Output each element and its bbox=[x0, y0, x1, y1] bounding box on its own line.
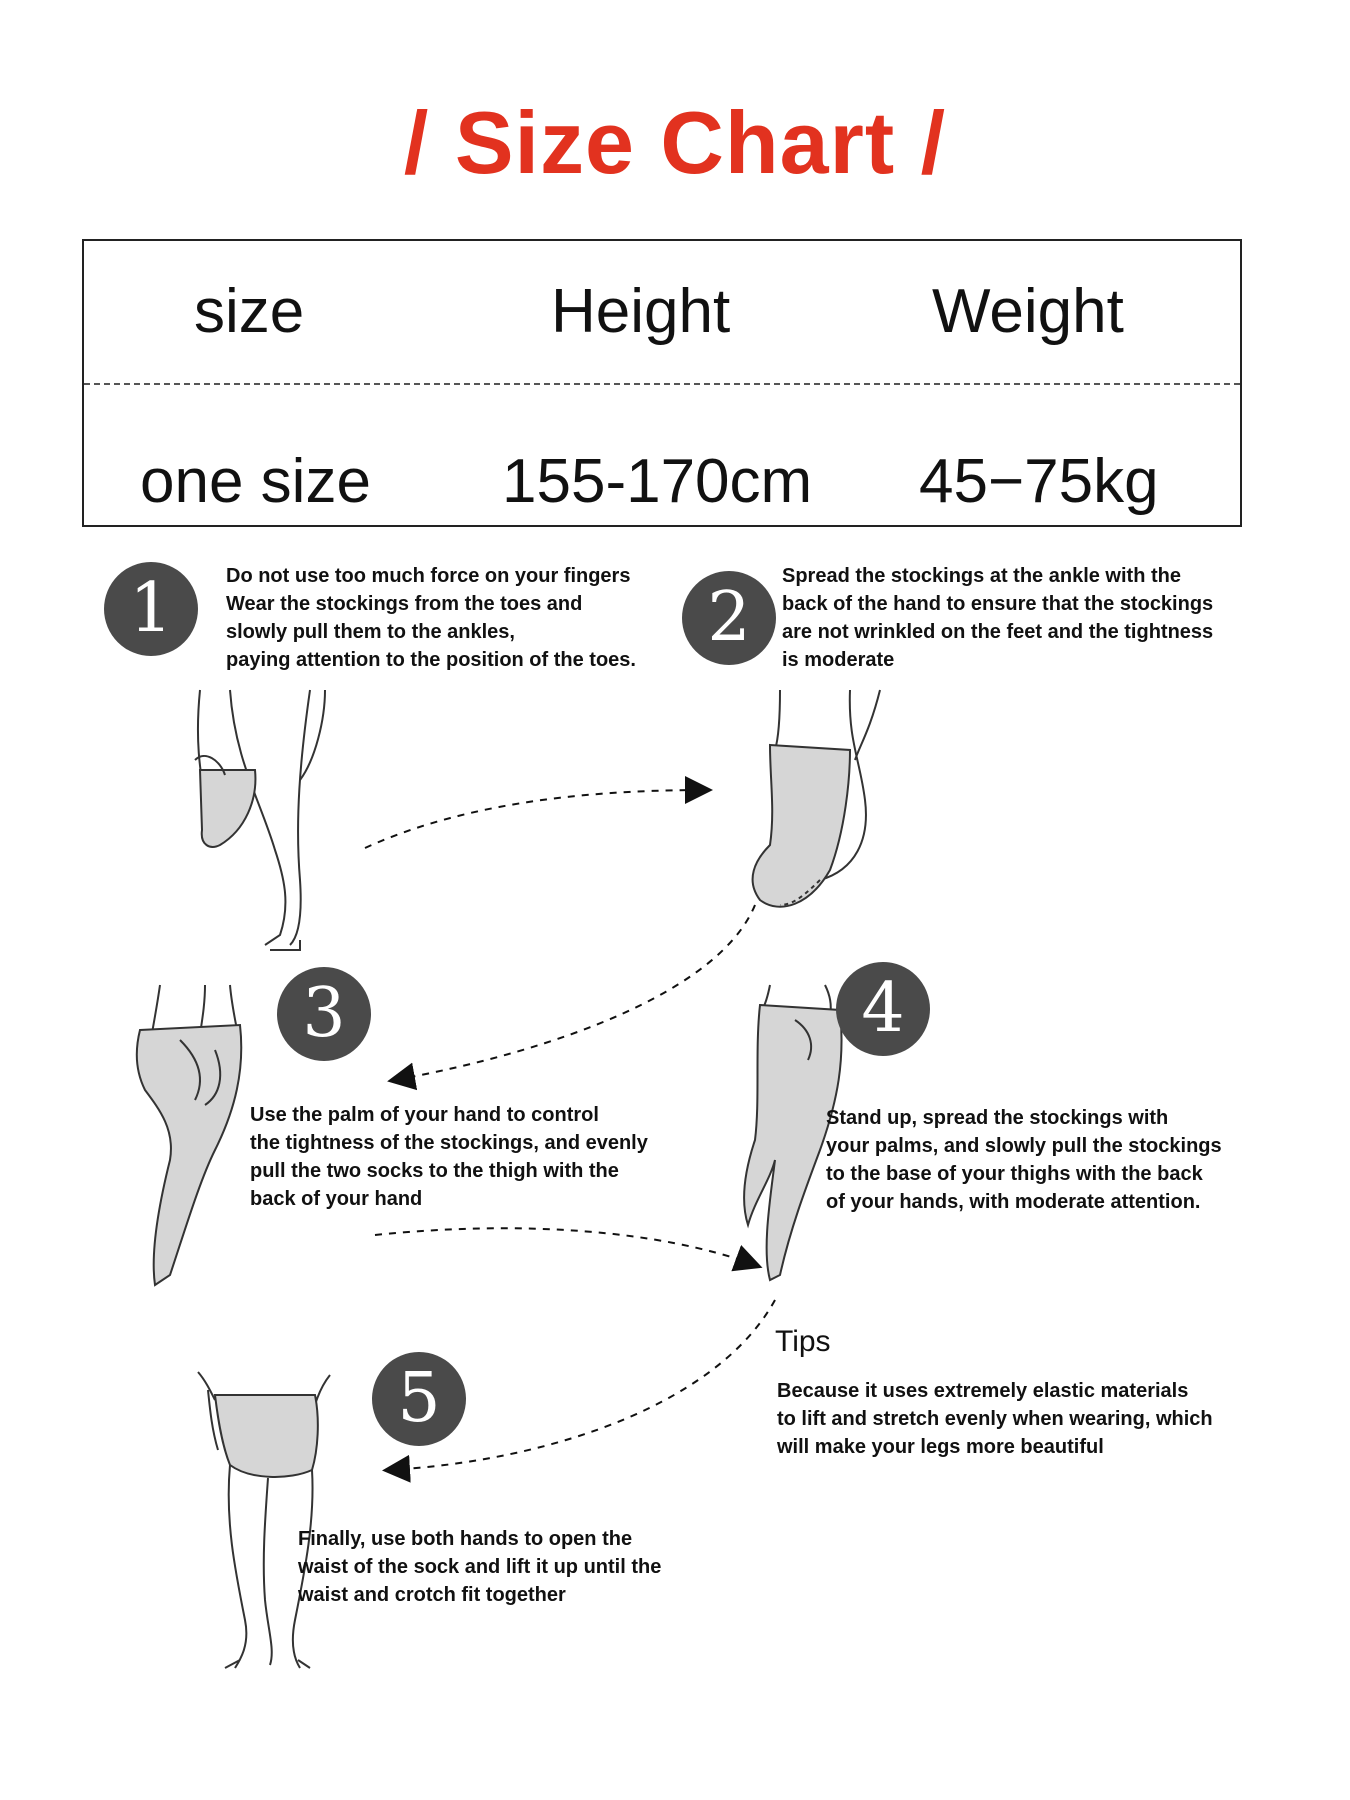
arrow-step1-to-step2 bbox=[365, 790, 705, 848]
step-1-badge: 1 bbox=[104, 562, 198, 656]
header-size: size bbox=[194, 277, 305, 346]
step-3-badge: 3 bbox=[277, 967, 371, 1061]
step-1-text: Do not use too much force on your fingers Wear the stockings from the toes and slowly pull them to the ankles, paying attention to the position of the toes. bbox=[226, 565, 636, 671]
value-weight: 45−75kg bbox=[919, 447, 1159, 516]
value-size: one size bbox=[140, 447, 371, 516]
step-2-text: Spread the stockings at the ankle with the back of the hand to ensure that the stockings are not wrinkled on the feet and the tightness is moderate bbox=[782, 565, 1214, 671]
step-1-figure bbox=[195, 690, 325, 950]
header-height: Height bbox=[551, 277, 731, 346]
page-title: / Size Chart / bbox=[403, 93, 947, 192]
step-4-badge: 4 bbox=[836, 962, 930, 1056]
step-5-figure bbox=[198, 1372, 330, 1668]
tips-heading: Tips bbox=[775, 1325, 831, 1358]
header-weight: Weight bbox=[932, 277, 1124, 346]
step-4-text: Stand up, spread the stockings with your palms, and slowly pull the stockings to the base of your thighs with the back of your hands, with moderate attention. bbox=[826, 1107, 1222, 1213]
arrow-step3-to-step4 bbox=[375, 1228, 755, 1265]
step-5-badge: 5 bbox=[372, 1352, 466, 1446]
step-2-badge: 2 bbox=[682, 571, 776, 665]
step-3-text: Use the palm of your hand to control the tightness of the stockings, and evenly pull the two socks to the thigh with the back of your hand bbox=[250, 1104, 648, 1210]
step-2-figure bbox=[753, 690, 880, 907]
value-height: 155-170cm bbox=[502, 447, 813, 516]
step-3-figure bbox=[137, 985, 242, 1285]
step-5-text: Finally, use both hands to open the waist of the sock and lift it up until the waist and crotch fit together bbox=[298, 1528, 662, 1606]
arrow-step2-to-step3 bbox=[395, 905, 755, 1080]
tips-text: Because it uses extremely elastic materials to lift and stretch evenly when wearing, which will make your legs more beautiful bbox=[777, 1380, 1213, 1458]
